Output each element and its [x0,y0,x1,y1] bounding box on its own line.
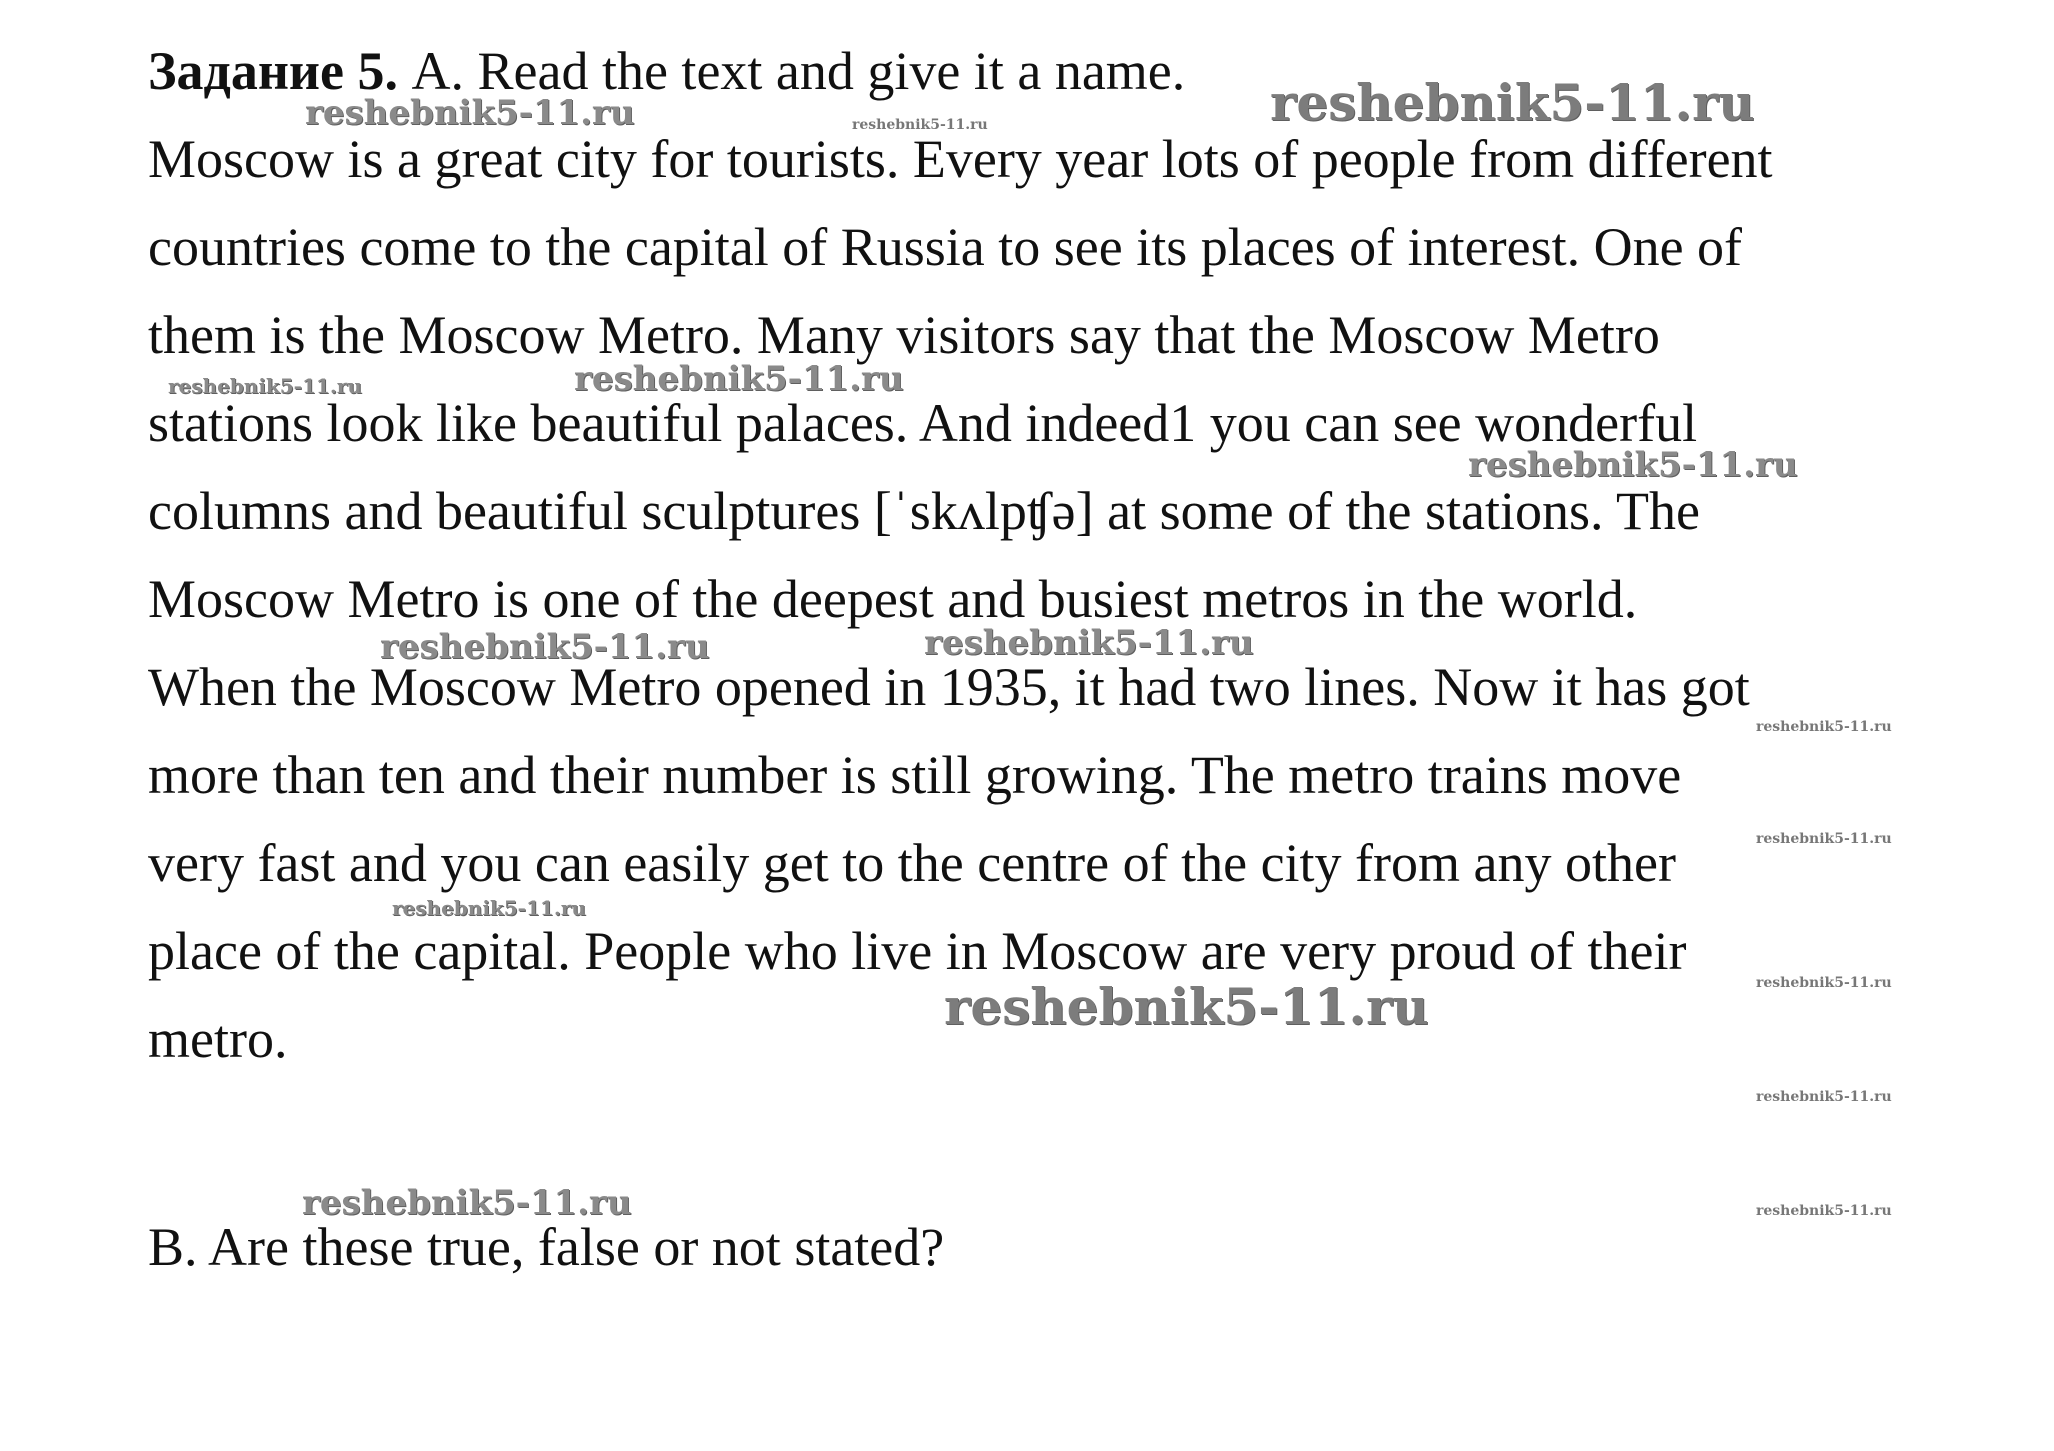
task-instruction-b: B. Are these true, false or not stated? [148,1217,945,1277]
task-label: Задание 5. [148,41,399,101]
watermark: reshebnik5-11.ru [305,93,635,133]
watermark: reshebnik5-11.ru [1756,831,1892,847]
watermark: reshebnik5-11.ru [168,374,362,398]
task-instruction-a: A. Read the text and give it a name. [398,41,1186,101]
watermark: reshebnik5-11.ru [924,623,1254,663]
watermark: reshebnik5-11.ru [1756,1203,1892,1219]
watermark: reshebnik5-11.ru [302,1183,632,1223]
text-line: stations look like beautiful palaces. And indeed1 you can see wonderful [148,393,1698,453]
text-line: place of the capital. People who live in Moscow are very proud of their [148,921,1687,981]
text-line: very fast and you can easily get to the centre of the city from any other [148,833,1676,893]
watermark: reshebnik5-11.ru [1468,445,1798,485]
text-line: columns and beautiful sculptures [ˈskʌlpʧə] at some of the stations. The [148,481,1700,541]
text-line: countries come to the capital of Russia to see its places of interest. One of [148,217,1743,277]
text-line: When the Moscow Metro opened in 1935, it had two lines. Now it has got [148,657,1750,717]
watermark: reshebnik5-11.ru [944,977,1429,1036]
text-line: Moscow Metro is one of the deepest and busiest metros in the world. [148,569,1638,629]
watermark: reshebnik5-11.ru [1756,719,1892,735]
text-line: more than ten and their number is still growing. The metro trains move [148,745,1682,805]
watermark: reshebnik5-11.ru [1270,73,1755,132]
watermark: reshebnik5-11.ru [852,117,988,133]
text-line: Moscow is a great city for tourists. Every year lots of people from different [148,129,1773,189]
text-line: them is the Moscow Metro. Many visitors say that the Moscow Metro [148,305,1660,365]
task-heading [148,41,1186,101]
watermark: reshebnik5-11.ru [380,627,710,667]
watermark: reshebnik5-11.ru [574,359,904,399]
watermark: reshebnik5-11.ru [1756,1089,1892,1105]
watermark: reshebnik5-11.ru [392,896,586,920]
text-line: metro. [148,1009,288,1069]
watermark: reshebnik5-11.ru [1756,975,1892,991]
